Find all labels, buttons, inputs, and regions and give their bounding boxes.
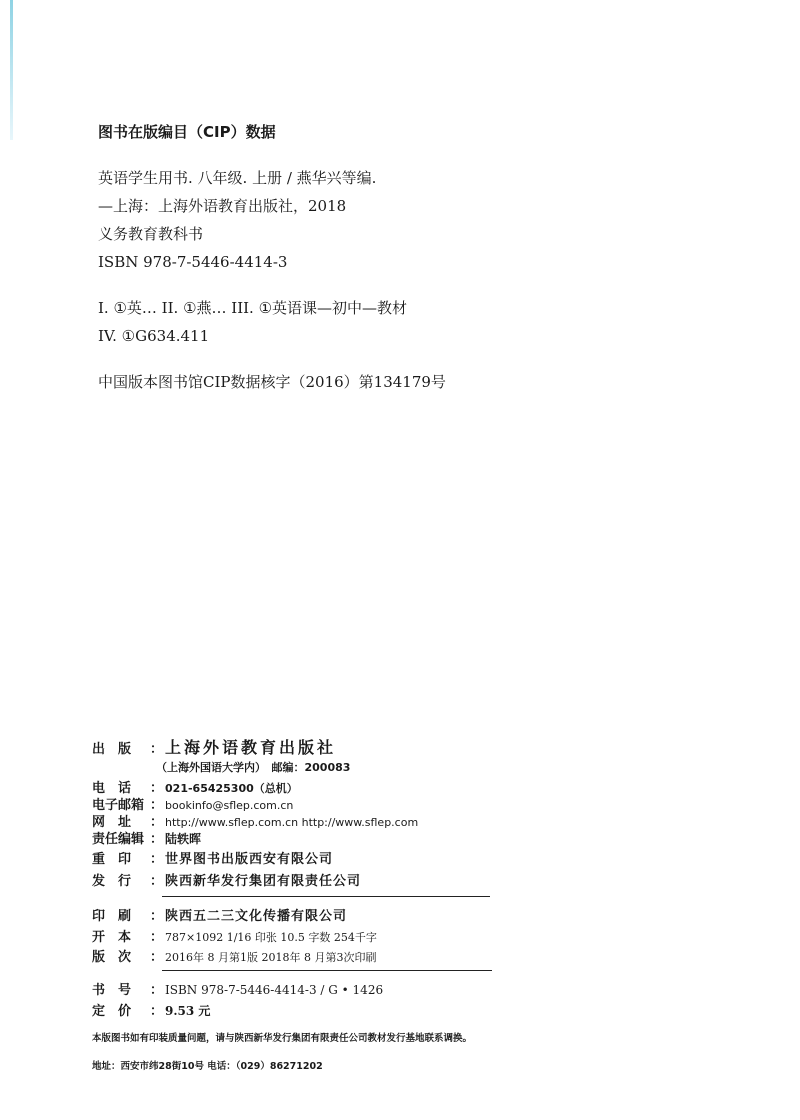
cip-line: I. ①英… II. ①燕… III. ①英语课—初中—教材 (98, 299, 408, 317)
imprint-publisher: 出 版 ： 上海外语教育出版社 (92, 735, 732, 759)
cip-record-block (98, 368, 718, 396)
quality-notice: 本版图书如有印装质量问题，请与陕西新华发行集团有限责任公司教材发行基地联系调换。 (92, 1033, 473, 1044)
imprint-phone: 电 话 ： 021-65425300（总机） (92, 777, 732, 794)
imprint-label: 版 次 (92, 950, 132, 965)
cip-line: —上海：上海外语教育出版社，2018 (98, 197, 347, 215)
imprint-value: bookinfo@sflep.com.cn (165, 799, 294, 812)
imprint-value: 787×1092 1/16 印张 10.5 字数 254千字 (165, 931, 377, 944)
imprint-label: 发 行 (92, 874, 132, 889)
imprint-format: 开 本 ： 787×1092 1/16 印张 10.5 字数 254千字 (92, 926, 732, 946)
divider (162, 896, 490, 897)
imprint-label: 电 话 (92, 781, 132, 796)
imprint-value: （上海外国语大学内） 邮编：200083 (156, 761, 351, 774)
imprint-value: http://www.sflep.com.cn http://www.sflep.com (165, 816, 419, 829)
cip-record-number: 中国版本图书馆CIP数据核字（2016）第134179号 (98, 373, 446, 391)
imprint-value: 陕西五二三文化传播有限公司 (165, 909, 348, 924)
imprint-reprint: 重 印 ： 世界图书出版西安有限公司 (92, 848, 732, 870)
imprint-value: 2016年 8 月第1版 2018年 8 月第3次印刷 (165, 951, 377, 964)
imprint-label: 网 址 (92, 815, 132, 830)
cip-line: 英语学生用书. 八年级. 上册 / 燕华兴等编. (98, 169, 377, 187)
page-edge-marker (10, 0, 13, 140)
imprint-label: 书 号 (92, 983, 132, 998)
imprint-value: 021-65425300（总机） (165, 782, 298, 795)
cip-classification-block (98, 294, 718, 350)
imprint-block (92, 735, 732, 1072)
imprint-value: 9.53 元 (165, 1004, 211, 1018)
imprint-address (92, 759, 732, 777)
cip-line: 义务教育教科书 (98, 225, 204, 243)
imprint-label: 开 本 (92, 930, 132, 945)
imprint-label: 出 版 (92, 742, 132, 757)
imprint-value: 陕西新华发行集团有限责任公司 (165, 874, 362, 889)
imprint-label: 重 印 (92, 852, 132, 867)
imprint-distributor: 发 行 ： 陕西新华发行集团有限责任公司 (92, 870, 732, 892)
imprint-price: 定 价 ： 9.53 元 (92, 1000, 732, 1022)
imprint-editor: 责任编辑 ： 陆轶晖 (92, 828, 732, 848)
cip-catalog-block (98, 164, 718, 276)
imprint-website: 网 址 ： http://www.sflep.com.cn http://www.sflep.com (92, 811, 732, 828)
cip-data-block (98, 118, 718, 414)
imprint-label: 责任编辑 (92, 832, 145, 847)
cip-isbn: ISBN 978-7-5446-4414-3 (98, 253, 288, 271)
imprint-value: ISBN 978-7-5446-4414-3 / G • 1426 (165, 983, 384, 997)
imprint-label: 印 刷 (92, 909, 132, 924)
imprint-value: 上海外语教育出版社 (165, 738, 337, 757)
imprint-label: 定 价 (92, 1004, 132, 1019)
imprint-edition: 版 次 ： 2016年 8 月第1版 2018年 8 月第3次印刷 (92, 946, 732, 966)
cip-title: 图书在版编目（CIP）数据 (98, 123, 276, 141)
contact-address: 地址：西安市纬28街10号 电话：（029）86271202 (92, 1061, 323, 1072)
divider (162, 970, 492, 971)
cip-line: IV. ①G634.411 (98, 327, 210, 345)
imprint-value: 世界图书出版西安有限公司 (165, 852, 334, 867)
imprint-printer: 印 刷 ： 陕西五二三文化传播有限公司 (92, 905, 732, 926)
imprint-value: 陆轶晖 (165, 832, 202, 846)
imprint-isbn: 书 号 ： ISBN 978-7-5446-4414-3 / G • 1426 (92, 979, 732, 1000)
imprint-label: 电子邮箱 (92, 798, 145, 813)
imprint-email: 电子邮箱 ： bookinfo@sflep.com.cn (92, 794, 732, 811)
